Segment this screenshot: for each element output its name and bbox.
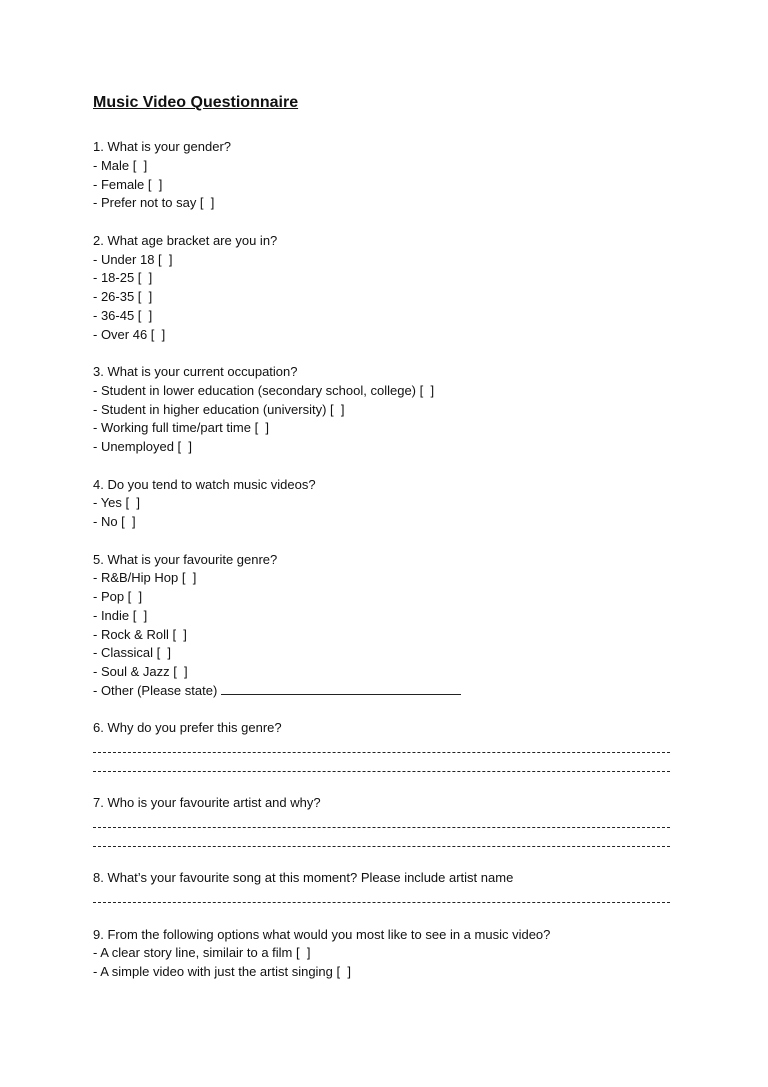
question-text: 6. Why do you prefer this genre? (93, 720, 282, 736)
question-text: 3. What is your current occupation? (93, 364, 298, 379)
checkbox-option[interactable]: - Rock & Roll [ ] (93, 626, 187, 642)
checkbox-option[interactable]: - Unemployed [ ] (93, 439, 192, 454)
checkbox-option[interactable]: - 36-45 [ ] (93, 307, 153, 323)
answer-line[interactable] (93, 888, 670, 907)
checkbox-option[interactable]: - Pop [ ] (93, 589, 143, 604)
spacer (93, 851, 670, 870)
questionnaire-body (93, 138, 670, 982)
checkbox-option[interactable]: - Male [ ] (93, 157, 148, 173)
checkbox-option[interactable]: - A clear story line, similair to a film [ ] (93, 945, 311, 961)
question-text: 8. What’s your favourite song at this moment? Please include artist name (93, 870, 514, 886)
checkbox-option[interactable]: - Working full time/part time [ ] (93, 420, 270, 436)
question-text: 2. What age bracket are you in? (93, 232, 278, 248)
checkbox-option[interactable]: - Student in lower education (secondary school, college) [ ] (93, 382, 435, 398)
spacer (93, 907, 670, 926)
answer-line[interactable] (93, 832, 670, 851)
question-text: 1. What is your gender? (93, 139, 232, 154)
checkbox-option[interactable]: - Indie [ ] (93, 607, 148, 623)
spacer (93, 344, 670, 363)
checkbox-option[interactable]: - Over 46 [ ] (93, 326, 166, 342)
checkbox-option[interactable]: - Prefer not to say [ ] (93, 195, 215, 211)
document-title: Music Video Questionnaire (93, 94, 299, 111)
checkbox-option[interactable]: - Classical [ ] (93, 645, 172, 661)
answer-line[interactable] (93, 813, 670, 832)
spacer (93, 457, 670, 476)
spacer (93, 532, 670, 551)
answer-line[interactable] (93, 757, 670, 776)
question-text: 9. From the following options what would you most like to see in a music video? (93, 926, 551, 942)
checkbox-option[interactable]: - Yes [ ] (93, 495, 140, 511)
other-option[interactable] (93, 682, 670, 701)
checkbox-option[interactable]: - No [ ] (93, 514, 136, 529)
checkbox-option[interactable]: - A simple video with just the artist singing [ ] (93, 964, 351, 979)
question-text: 4. Do you tend to watch music videos? (93, 476, 316, 492)
question-text: 7. Who is your favourite artist and why? (93, 795, 321, 811)
spacer (93, 213, 670, 232)
checkbox-option[interactable]: - Under 18 [ ] (93, 251, 173, 267)
spacer (93, 701, 670, 720)
checkbox-option[interactable]: - R&B/Hip Hop [ ] (93, 570, 197, 586)
other-label: - Other (Please state) (93, 682, 218, 698)
checkbox-option[interactable]: - 26-35 [ ] (93, 289, 153, 304)
question-text: 5. What is your favourite genre? (93, 551, 278, 567)
checkbox-option[interactable]: - 18-25 [ ] (93, 270, 153, 286)
other-answer-line[interactable] (221, 682, 461, 695)
checkbox-option[interactable]: - Student in higher education (university) [ ] (93, 401, 345, 417)
checkbox-option[interactable]: - Soul & Jazz [ ] (93, 664, 188, 679)
spacer (93, 776, 670, 795)
questionnaire-page (93, 92, 670, 982)
checkbox-option[interactable]: - Female [ ] (93, 176, 163, 192)
answer-line[interactable] (93, 738, 670, 757)
